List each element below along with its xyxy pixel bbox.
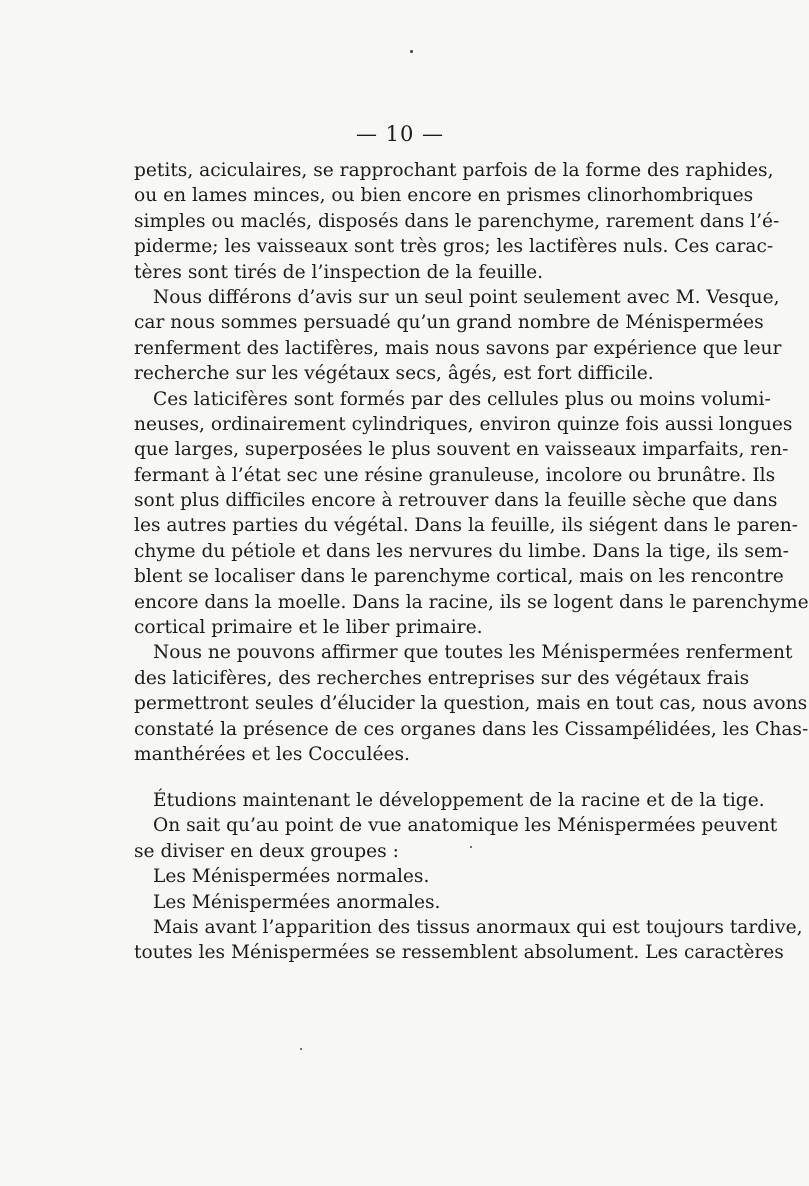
text-line: petits, aciculaires, se rapprochant parfois de la forme des raphides,	[134, 160, 774, 181]
text-line: permettront seules d’élucider la question, mais en tout cas, nous avons	[134, 693, 808, 715]
text-line: Étudions maintenant le développement de la racine et de la tige.	[153, 790, 765, 811]
text-line: constaté la présence de ces organes dans les Cissampélidées, les Chas-	[134, 718, 809, 740]
text-line: chyme du pétiole et dans les nervures du limbe. Dans la tige, ils sem-	[134, 540, 789, 562]
text-line: Les Ménispermées anormales.	[153, 891, 441, 913]
text-line: ou en lames minces, ou bien encore en prismes clinorhombriques	[134, 185, 754, 207]
text-line: simples ou maclés, disposés dans le parenchyme, rarement dans l’é-	[134, 210, 780, 232]
text-line: des laticifères, des recherches entreprises sur des végétaux frais	[134, 667, 750, 689]
ink-speck	[300, 1048, 302, 1050]
text-line: Les Ménispermées normales.	[153, 866, 430, 888]
text-line: les autres parties du végétal. Dans la feuille, ils siégent dans le paren-	[134, 515, 798, 537]
body-text-block-2	[134, 788, 803, 966]
text-line: recherche sur les végétaux secs, âgés, est fort difficile.	[134, 363, 654, 385]
text-line: fermant à l’état sec une résine granuleuse, incolore ou brunâtre. Ils	[134, 464, 776, 486]
text-line: se diviser en deux groupes :	[134, 840, 399, 862]
text-line: Nous ne pouvons affirmer que toutes les Ménispermées renferment	[153, 642, 793, 664]
ink-speck	[410, 50, 413, 53]
text-line: Ces laticifères sont formés par des cellules plus ou moins volumi-	[153, 388, 771, 410]
text-line: toutes les Ménispermées se ressemblent absolument. Les caractères	[134, 942, 784, 964]
text-line: car nous sommes persuadé qu’un grand nombre de Ménispermées	[134, 312, 764, 334]
text-line: encore dans la moelle. Dans la racine, ils se logent dans le parenchyme	[134, 591, 809, 613]
text-line: piderme; les vaisseaux sont très gros; les lactifères nuls. Ces carac-	[134, 236, 774, 258]
text-line: renferment des lactifères, mais nous savons par expérience que leur	[134, 337, 782, 359]
text-line: sont plus difficiles encore à retrouver dans la feuille sèche que dans	[134, 490, 778, 512]
text-line: Mais avant l’apparition des tissus anormaux qui est toujours tardive,	[153, 916, 803, 938]
text-line: blent se localiser dans le parenchyme cortical, mais on les rencontre	[134, 566, 784, 588]
page-number: — 10 —	[355, 122, 445, 146]
text-line: cortical primaire et le liber primaire.	[134, 617, 483, 639]
text-line: manthérées et les Cocculées.	[134, 743, 410, 765]
body-text-block-1	[134, 158, 809, 767]
text-line: On sait qu’au point de vue anatomique les Ménispermées peuvent	[153, 815, 778, 837]
text-line: Nous différons d’avis sur un seul point seulement avec M. Vesque,	[153, 286, 780, 308]
text-line: tères sont tirés de l’inspection de la feuille.	[134, 261, 544, 283]
text-line: que larges, superposées le plus souvent en vaisseaux imparfaits, ren-	[134, 439, 789, 461]
text-line: neuses, ordinairement cylindriques, environ quinze fois aussi longues	[134, 413, 793, 435]
